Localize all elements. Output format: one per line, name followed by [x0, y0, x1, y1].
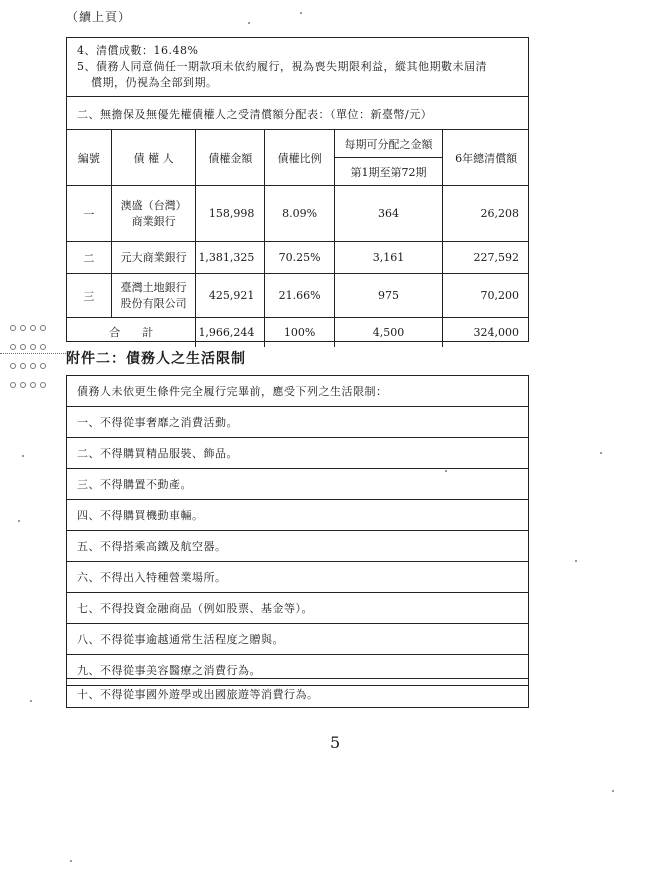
- allocation-table: [67, 129, 529, 347]
- row-total: 70,200: [443, 274, 529, 318]
- total-ratio: 100%: [265, 318, 334, 347]
- restriction-item: 五、不得搭乘高鐵及航空器。: [67, 531, 528, 562]
- col-header-amount: 債權金額: [196, 130, 265, 186]
- restrictions-intro: 債務人未依更生條件完全履行完畢前，應受下列之生活限制：: [67, 376, 528, 407]
- term-item-5-line2: 償期，仍視為全部到期。: [91, 76, 218, 89]
- col-header-per-period: 每期可分配之金額: [334, 130, 442, 158]
- scan-speck: [70, 860, 72, 862]
- page-number: 5: [330, 733, 341, 752]
- row-total: 26,208: [443, 186, 529, 242]
- row-creditor: 元大商業銀行: [111, 242, 196, 274]
- scan-speck: [445, 470, 447, 472]
- row-no: 三: [67, 274, 111, 318]
- row-no: 二: [67, 242, 111, 274]
- scan-speck: [22, 455, 24, 457]
- col-header-period-range: 第1期至第72期: [334, 158, 442, 186]
- row-per-period: 364: [334, 186, 442, 242]
- dotted-guide: [0, 353, 66, 354]
- col-header-ratio: 債權比例: [265, 130, 334, 186]
- restriction-item: 六、不得出入特種營業場所。: [67, 562, 528, 593]
- restriction-item: 七、不得投資金融商品（例如股票、基金等）。: [67, 593, 528, 624]
- row-amount: 158,998: [196, 186, 265, 242]
- table-title: 二、無擔保及無優先權債權人之受清償額分配表：（單位：新臺幣/元）: [77, 108, 433, 121]
- total-sum: 324,000: [443, 318, 529, 347]
- appendix-title: 附件二：債務人之生活限制: [66, 351, 246, 367]
- scan-speck: [600, 452, 602, 454]
- row-amount: 1,381,325: [196, 242, 265, 274]
- scan-speck: [300, 12, 302, 14]
- col-header-no: 編號: [67, 130, 111, 186]
- repayment-terms-box: [66, 37, 529, 342]
- total-per-period: 4,500: [334, 318, 442, 347]
- restriction-item: 一、不得從事奢靡之消費活動。: [67, 407, 528, 438]
- scan-speck: [575, 560, 577, 562]
- row-no: 一: [67, 186, 111, 242]
- row-ratio: 8.09%: [265, 186, 334, 242]
- restriction-item: 九、不得從事美容醫療之消費行為。: [67, 655, 528, 686]
- row-total: 227,592: [443, 242, 529, 274]
- row-creditor: 臺灣土地銀行 股份有限公司: [111, 274, 196, 318]
- divider: [67, 96, 528, 97]
- col-header-total: 6年總清償額: [443, 130, 529, 186]
- table-row: [67, 242, 529, 274]
- restriction-item: 二、不得購買精品服裝、飾品。: [67, 438, 528, 469]
- restriction-item: 十、不得從事國外遊學或出國旅遊等消費行為。: [67, 678, 528, 709]
- living-restrictions-box: [66, 375, 529, 708]
- row-ratio: 70.25%: [265, 242, 334, 274]
- row-per-period: 3,161: [334, 242, 442, 274]
- scan-speck: [248, 22, 250, 24]
- row-amount: 425,921: [196, 274, 265, 318]
- scan-speck: [18, 520, 20, 522]
- restriction-item: 三、不得購置不動產。: [67, 469, 528, 500]
- total-row: [67, 318, 529, 347]
- binder-holes: [8, 318, 48, 394]
- continued-note: （續上頁）: [66, 10, 132, 24]
- total-amount: 1,966,244: [196, 318, 265, 347]
- term-item-5-line1: 5、債務人同意倘任一期款項未依約履行，視為喪失期限利益，縱其他期數未屆清: [77, 60, 487, 73]
- col-header-creditor: 債 權 人: [111, 130, 196, 186]
- scan-speck: [612, 790, 614, 792]
- term-item-4: 4、清償成數：16.48%: [77, 44, 199, 57]
- row-creditor: 澳盛（台灣） 商業銀行: [111, 186, 196, 242]
- restriction-item: 四、不得購買機動車輛。: [67, 500, 528, 531]
- table-row: [67, 274, 529, 318]
- table-row: [67, 186, 529, 242]
- row-per-period: 975: [334, 274, 442, 318]
- scan-speck: [30, 700, 32, 702]
- row-ratio: 21.66%: [265, 274, 334, 318]
- restriction-item: 八、不得從事逾越通常生活程度之贈與。: [67, 624, 528, 655]
- total-label: 合 計: [67, 318, 196, 347]
